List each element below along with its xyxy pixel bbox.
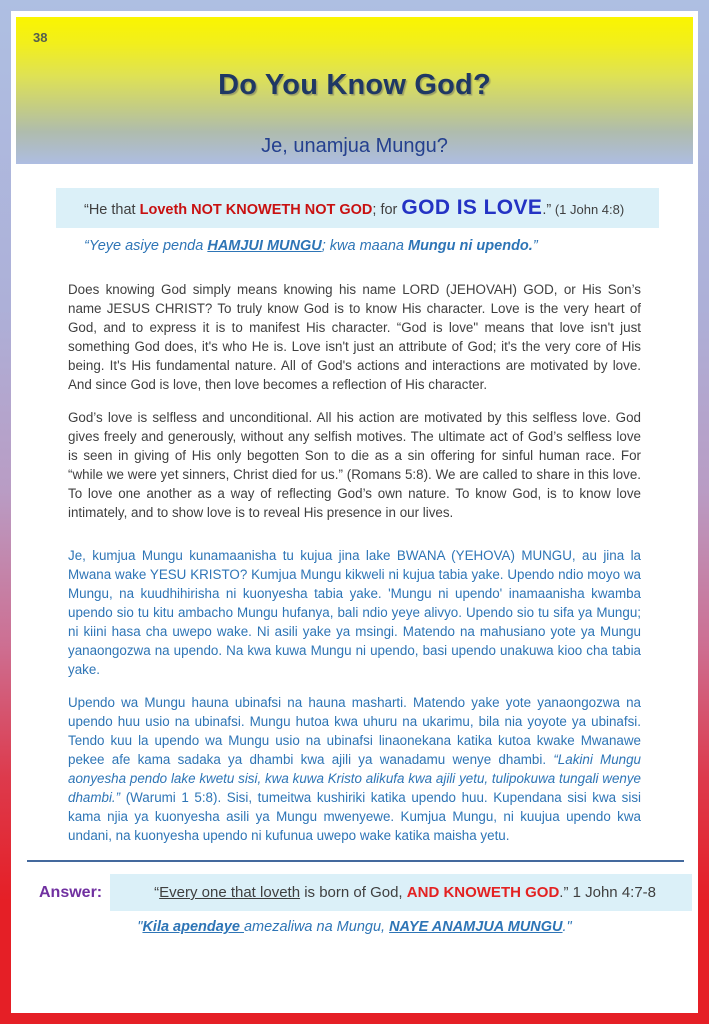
page-title: Do You Know God? [218, 69, 491, 101]
verse-banner-english: “He that Loveth NOT KNOWETH NOT GOD; for GOD IS LOVE.” (1 John 4:8) [56, 188, 659, 228]
paragraph-swahili-2: Upendo wa Mungu hauna ubinafsi na hauna masharti. Matendo yake yote yanaongozwa na upendo huu usio na ubinafsi. Mungu hutoa kwa uhuru na ukarimu, bila nia yoyote ya ubinafsi. Tendo kuu la upendo wa Mungu usio na ubinafsi linaonekana katika kutoa kwake Mwanawe pekee afe kama sadaka ya dhambi kwa ajili ya wanadamu wenye dhambi. “Lakini Mungu aonyesha pendo lake kwetu sisi, kwa kuwa Kristo alikufa kwa ajili yetu, tulipokuwa tungali wenye dhambi.” (Warumi 1 5:8). Sisi, tumeitwa kushiriki katika upendo huu. Kupendana sisi kwa sisi kama njia ya kuonyesha asili ya Mungu mwenyewe. Kumjua Mungu, ni kuujua upendo kwa undani, na kuonyesha upendo ni kufunua uwepo wake katika maisha yetu. [68, 695, 641, 843]
page-subtitle: Je, unamjua Mungu? [261, 135, 448, 157]
paragraph-english-1: Does knowing God simply means knowing his name LORD (JEHOVAH) GOD, or His Son’s name JESUS CHRIST? To truly know God is to know His character. Love is the very heart of God, and to express it is to manifest His character. “God is love" means that love isn't just something God does, it's who He is. Love isn't just an attribute of God; it's the very core of His being. It's His fundamental nature. All of God's actions and interactions are motivated by love. And since God is love, then love becomes a reflection of His character. [68, 282, 641, 392]
answer-banner-english: “Every one that loveth is born of God, AND KNOWETH GOD.” 1 John 4:7-8 [110, 874, 692, 911]
page-number: 38 [33, 30, 48, 45]
section-divider [27, 860, 684, 862]
paragraph-english-2: God’s love is selfless and unconditional. All his action are motivated by this selfless love. God gives freely and generously, without any selfish motives. The ultimate act of God’s selfless love is seen in giving of His only begotten Son to die as a sin offering for sinful human race. For “while we were yet sinners, Christ died for us.” (Romans 5:8). We are called to share in this love. To love one another as a way of reflecting God’s own nature. To know God, is to know love intimately, and to show love is to reveal His presence in our lives. [68, 410, 641, 520]
booklet-page [11, 11, 698, 1013]
answer-swahili: "Kila apendaye amezaliwa na Mungu, NAYE ANAMJUA MUNGU." [137, 919, 572, 935]
answer-label: Answer: [39, 883, 103, 901]
page-header [16, 17, 693, 164]
paragraph-swahili-1: Je, kumjua Mungu kunamaanisha tu kujua jina lake BWANA (YEHOVA) MUNGU, au jina la Mwana wake YESU KRISTO? Kumjua Mungu kikweli ni kujua tabia yake. Upendo ndio moyo wa Mungu, na kuudhihirisha ni kuonyesha tabia yake. 'Mungu ni upendo' inamaanisha kwamba upendo sio tu kitu ambacho Mungu hufanya, bali ndio yeye alivyo. Upendo sio tu sifa ya Mungu; ni kiini hasa cha uwepo wake. Ni asili yake ya msingi. Matendo na mahusiano yote ya Mungu yanaongozwa na upendo. Na kwa kuwa Mungu ni upendo, basi upendo unakuwa kioo cha tabia yake. [68, 548, 641, 677]
answer-section [39, 874, 692, 911]
verse-swahili: “Yeye asiye penda HAMJUI MUNGU; kwa maana Mungu ni upendo.” [84, 238, 538, 254]
